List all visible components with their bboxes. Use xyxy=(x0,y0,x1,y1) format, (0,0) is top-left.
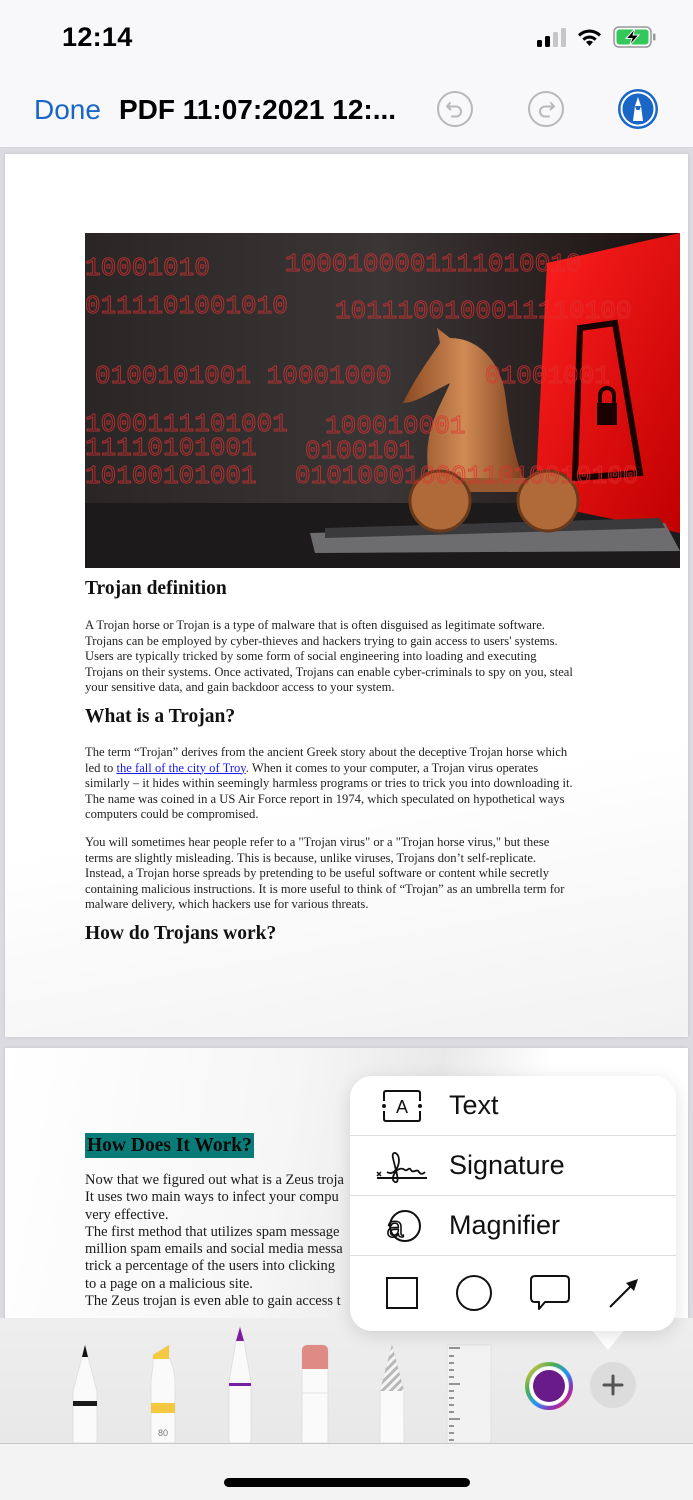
text-line: Instead, a Trojan horse spreads by pretending to be useful software or content while secretly xyxy=(85,866,550,880)
svg-text:11110101001: 11110101001 xyxy=(85,433,257,463)
svg-text:100010001: 100010001 xyxy=(325,411,466,441)
cellular-signal-icon xyxy=(537,27,566,47)
magnifier-icon xyxy=(379,1208,425,1244)
ruler-tool[interactable] xyxy=(446,1343,492,1443)
home-indicator-area xyxy=(0,1444,693,1500)
fall-of-troy-link[interactable]: the fall of the city of Troy xyxy=(116,760,246,775)
status-icons xyxy=(537,26,657,48)
battery-charging-icon xyxy=(613,26,657,48)
highlighter-tool[interactable] xyxy=(147,1343,179,1443)
add-markup-popup-menu xyxy=(350,1076,676,1331)
trojan-horse-illustration xyxy=(85,233,680,568)
svg-text:10001010: 10001010 xyxy=(85,253,210,283)
text-line: to a page on a malicious site. xyxy=(85,1275,253,1292)
trojan-horse-image xyxy=(85,233,680,568)
svg-text:0111101001010: 0111101001010 xyxy=(85,291,288,321)
eraser-tool[interactable] xyxy=(300,1343,330,1443)
status-bar xyxy=(0,0,693,78)
heading-how-do-trojans-work: How do Trojans work? xyxy=(85,923,277,944)
text-line: your sensitive data, and gain backdoor access to your system. xyxy=(85,680,395,694)
speech-bubble-icon[interactable] xyxy=(529,1274,571,1312)
text-span: led to xyxy=(85,760,117,775)
add-markup-button[interactable] xyxy=(590,1362,636,1408)
redo-icon[interactable] xyxy=(527,90,565,128)
undo-icon[interactable] xyxy=(436,90,474,128)
text-line: The name was coined in a US Air Force report in 1974, which speculated on hypothetical ways xyxy=(85,791,565,806)
highlighter-opacity-label: 80 xyxy=(157,1428,169,1438)
plus-icon xyxy=(602,1374,624,1396)
svg-text:1000100001111010010: 1000100001111010010 xyxy=(285,249,582,279)
color-picker-button[interactable] xyxy=(525,1362,573,1410)
wifi-icon xyxy=(576,27,603,47)
markup-pen-icon[interactable] xyxy=(617,88,659,130)
text-line: You will sometimes hear people refer to a "Trojan virus" or a "Trojan horse virus," but these xyxy=(85,835,550,849)
highlighted-heading-how-does-it-work: How Does It Work? xyxy=(87,1135,252,1156)
text-span: . When it comes to your computer, a Trojan virus operates xyxy=(245,760,539,775)
svg-text:0101000100011010010100: 0101000100011010010100 xyxy=(295,461,639,491)
popup-pointer xyxy=(590,1328,626,1350)
square-icon[interactable] xyxy=(384,1275,420,1311)
paragraph-what-is-a-trojan-1 xyxy=(85,745,610,823)
heading-what-is-a-trojan: What is a Trojan? xyxy=(85,706,236,727)
svg-text:A: A xyxy=(395,1096,409,1117)
paragraph-what-is-a-trojan-2 xyxy=(85,835,610,913)
pen-tool[interactable] xyxy=(70,1343,100,1443)
svg-text:0100101: 0100101 xyxy=(305,436,415,466)
menu-item-text[interactable] xyxy=(350,1076,676,1136)
text-line: It uses two main ways to infect your compu xyxy=(85,1189,339,1206)
text-line: The first method that utilizes spam message xyxy=(85,1223,340,1240)
text-line: million spam emails and social media messa xyxy=(85,1241,343,1258)
shape-options-row xyxy=(350,1258,676,1328)
signature-icon xyxy=(375,1146,429,1186)
heading-trojan-definition: Trojan definition xyxy=(85,578,227,599)
status-time: 12:14 xyxy=(62,22,133,52)
svg-text:01001001: 01001001 xyxy=(485,361,610,391)
text-line: containing malicious instructions. It is more useful to think of “Trojan” as an umbrella term for xyxy=(85,881,565,896)
svg-text:10100101001: 10100101001 xyxy=(85,461,257,491)
svg-text:0100101001 10001000: 0100101001 10001000 xyxy=(95,361,392,391)
text-box-icon xyxy=(380,1089,424,1123)
navigation-bar xyxy=(0,78,693,148)
text-line: computers could be compromised. xyxy=(85,807,259,821)
text-line: malware delivery, which hackers use for various threats. xyxy=(85,897,369,911)
text-line: terms are slightly misleading. This is because, unlike viruses, Trojans don’t self-replicate. xyxy=(85,850,537,865)
text-line: Users are typically tricked by some form of social engineering into loading and executing xyxy=(85,649,537,663)
text-line: Trojans on their systems. Once activated, Trojans can enable cyber-criminals to spy on you, steal xyxy=(85,664,573,679)
text-line: Now that we figured out what is a Zeus troja xyxy=(85,1172,344,1188)
text-line: Trojans can be employed by cyber-thieves and hackers trying to gain access to users' systems. xyxy=(85,633,558,648)
menu-item-label: Text xyxy=(449,1090,499,1120)
text-line: similarly – it hides within seemingly harmless programs or tries to trick you into downloading it. xyxy=(85,776,573,790)
text-line: A Trojan horse or Trojan is a type of malware that is often disguised as legitimate software. xyxy=(85,618,545,632)
menu-item-label: Magnifier xyxy=(449,1210,561,1240)
menu-item-label: Signature xyxy=(449,1150,565,1180)
done-button[interactable]: Done xyxy=(34,94,101,125)
text-line: The term “Trojan” derives from the ancient Greek story about the deceptive Trojan horse which xyxy=(85,745,568,759)
svg-text:1000111101001: 1000111101001 xyxy=(85,409,288,439)
pencil-tool[interactable] xyxy=(225,1325,255,1443)
arrow-icon[interactable] xyxy=(606,1275,642,1311)
svg-text:1011100100011110100: 1011100100011110100 xyxy=(335,296,632,326)
circle-icon[interactable] xyxy=(455,1274,493,1312)
home-indicator[interactable] xyxy=(224,1478,470,1487)
lasso-tool[interactable] xyxy=(377,1343,407,1443)
menu-item-signature[interactable] xyxy=(350,1136,676,1196)
paragraph-trojan-definition xyxy=(85,618,610,696)
text-line: The Zeus trojan is even able to gain access t xyxy=(85,1293,341,1310)
text-line: trick a percentage of the users into clicking xyxy=(85,1258,336,1275)
text-line xyxy=(85,761,610,777)
pdf-page-1 xyxy=(5,154,688,1037)
document-title: PDF 11:07:2021 12:... xyxy=(119,94,397,125)
text-line: very effective. xyxy=(85,1206,169,1223)
svg-text:a: a xyxy=(386,1210,404,1244)
menu-item-magnifier[interactable] xyxy=(350,1196,676,1256)
